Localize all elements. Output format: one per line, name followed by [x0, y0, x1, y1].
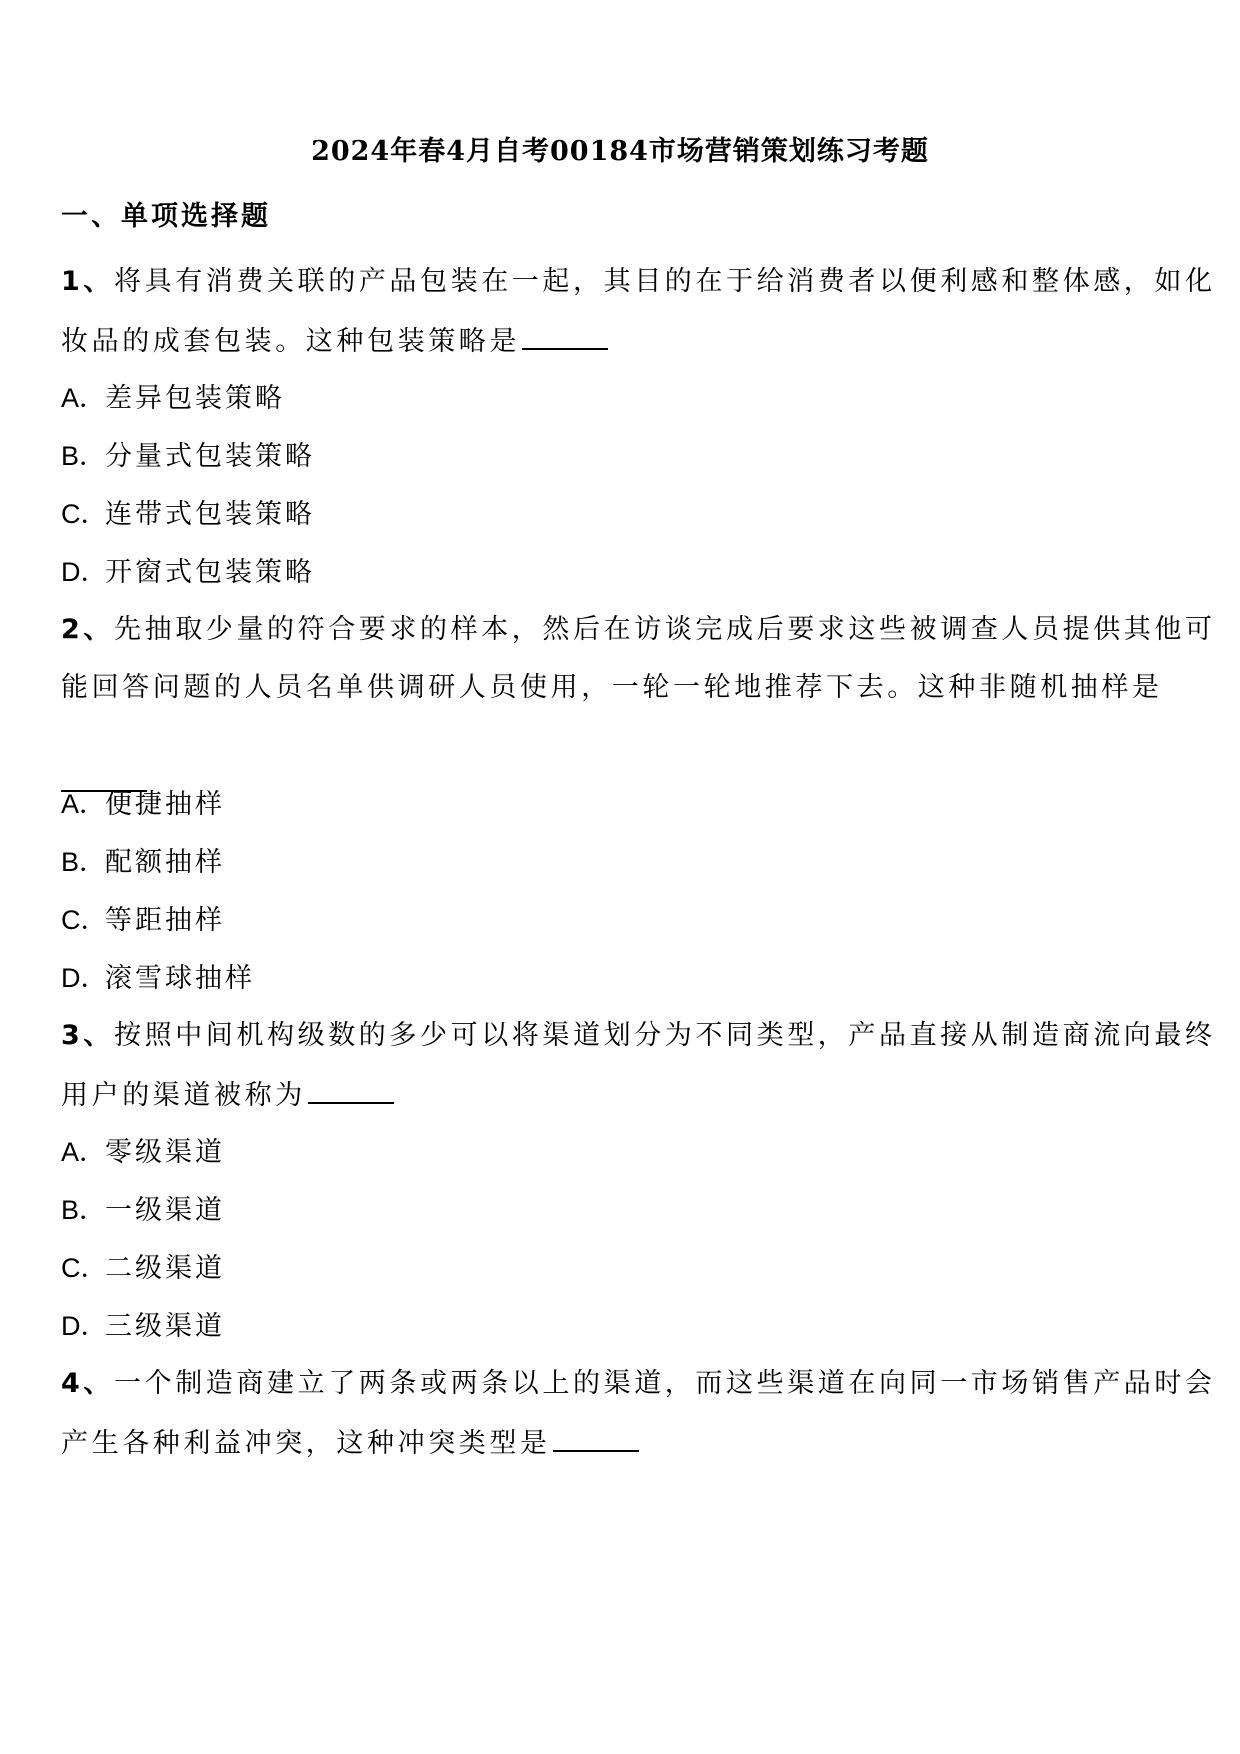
- option-letter: B．: [61, 847, 107, 877]
- question-1-text-1: 将具有消费关联的产品包装在一起，其目的在于给消费者以便利感和整体感，如化: [114, 266, 1216, 297]
- question-3-line-2: [61, 1074, 1179, 1116]
- option-2-a: [61, 784, 225, 825]
- question-4-number: 4、: [61, 1368, 114, 1399]
- option-letter: D．: [61, 963, 108, 993]
- option-letter: A．: [61, 789, 107, 819]
- option-letter: B．: [61, 441, 107, 471]
- option-text: 分量式包装策略: [105, 441, 315, 472]
- question-4-line-1: [61, 1364, 1216, 1404]
- document-title: 2024年春4月自考00184市场营销策划练习考题: [311, 136, 929, 167]
- option-2-c: [61, 900, 225, 941]
- option-letter: C．: [61, 905, 108, 935]
- question-3-line-1: [61, 1016, 1216, 1056]
- option-letter: D．: [61, 1311, 108, 1341]
- question-3-number: 3、: [61, 1020, 114, 1051]
- option-text: 三级渠道: [105, 1311, 225, 1342]
- question-2-line-1: [61, 610, 1216, 650]
- question-4-text-2: 产生各种利益冲突，这种冲突类型是: [61, 1428, 551, 1459]
- option-1-c: [61, 494, 315, 535]
- option-2-d: [61, 958, 255, 999]
- option-text: 差异包装策略: [105, 383, 285, 414]
- question-4-line-2: [61, 1422, 1179, 1464]
- option-3-c: [61, 1248, 225, 1289]
- question-3-text-1: 按照中间机构级数的多少可以将渠道划分为不同类型，产品直接从制造商流向最终: [114, 1020, 1216, 1051]
- option-1-d: [61, 552, 315, 593]
- option-3-b: [61, 1190, 225, 1231]
- option-3-a: [61, 1132, 225, 1173]
- option-text: 便捷抽样: [105, 789, 225, 820]
- option-3-d: [61, 1306, 225, 1347]
- question-1-text-2: 妆品的成套包装。这种包装策略是: [61, 326, 520, 357]
- question-2-text-1: 先抽取少量的符合要求的样本，然后在访谈完成后要求这些被调查人员提供其他可: [114, 614, 1216, 645]
- option-text: 等距抽样: [105, 905, 225, 936]
- option-text: 二级渠道: [105, 1253, 225, 1284]
- option-text: 零级渠道: [105, 1137, 225, 1168]
- question-1-number: 1、: [61, 266, 114, 297]
- option-letter: A．: [61, 1137, 107, 1167]
- option-text: 一级渠道: [105, 1195, 225, 1226]
- answer-blank: [553, 1422, 639, 1452]
- question-2-text-2: 能回答问题的人员名单供调研人员使用，一轮一轮地推荐下去。这种非随机抽样是: [61, 672, 1163, 703]
- section-heading: 一、单项选择题: [61, 201, 271, 232]
- question-3-text-2: 用户的渠道被称为: [61, 1080, 306, 1111]
- option-letter: B．: [61, 1195, 107, 1225]
- question-2-line-2: [61, 668, 1179, 708]
- option-letter: C．: [61, 1253, 108, 1283]
- option-letter: C．: [61, 499, 108, 529]
- option-text: 开窗式包装策略: [105, 557, 315, 588]
- option-letter: A．: [61, 383, 107, 413]
- option-text: 连带式包装策略: [105, 499, 315, 530]
- question-2-number: 2、: [61, 614, 114, 645]
- option-text: 滚雪球抽样: [105, 963, 255, 994]
- option-2-b: [61, 842, 225, 883]
- question-1-line-2: [61, 320, 1179, 362]
- answer-blank: [522, 320, 608, 350]
- option-letter: D．: [61, 557, 108, 587]
- answer-blank: [308, 1074, 394, 1104]
- option-text: 配额抽样: [105, 847, 225, 878]
- question-1-line-1: [61, 262, 1216, 302]
- option-1-b: [61, 436, 315, 477]
- question-4-text-1: 一个制造商建立了两条或两条以上的渠道，而这些渠道在向同一市场销售产品时会: [114, 1368, 1216, 1399]
- option-1-a: [61, 378, 285, 419]
